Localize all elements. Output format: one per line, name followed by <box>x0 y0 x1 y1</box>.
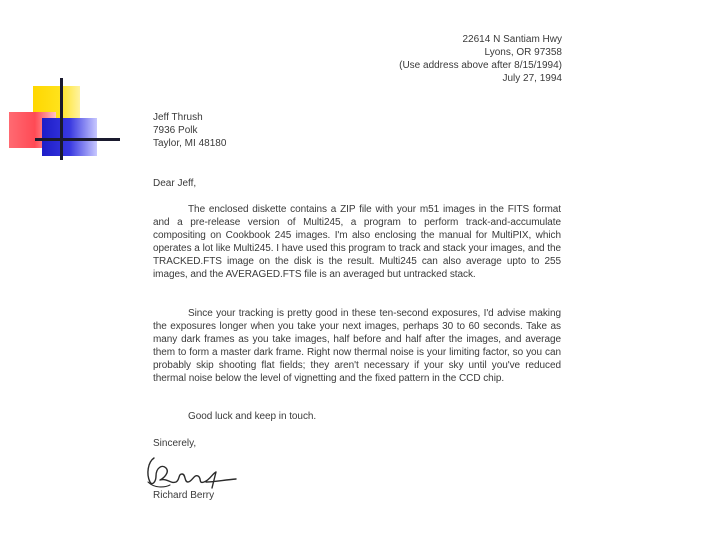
handwritten-signature <box>140 452 240 492</box>
sender-street: 22614 N Santiam Hwy <box>462 34 562 45</box>
letter-date: July 27, 1994 <box>502 73 562 84</box>
recipient-city: Taylor, MI 48180 <box>153 138 227 149</box>
recipient-street: 7936 Polk <box>153 125 198 136</box>
recipient-name: Jeff Thrush <box>153 112 203 123</box>
recipient-address <box>153 111 226 150</box>
salutation: Dear Jeff, <box>153 178 197 189</box>
body-paragraph-2: Since your tracking is pretty good in these ten-second exposures, I'd advise making the exposures longer when you take your next images, perhaps 30 to 60 seconds. Take as many dark frames as you take images, half before and half after the images, and average them to form a master dark frame. Right now thermal noise is your limiting factor, so you can probably skip shooting flat fields; they aren't necessary if your sky until you've reduced thermal noise below the level of vignetting and the fixed pattern in the CCD chip. <box>153 308 561 384</box>
closing: Sincerely, <box>153 438 197 449</box>
signer-name: Richard Berry <box>153 490 215 501</box>
sender-address <box>370 33 562 85</box>
body-paragraph-3: Good luck and keep in touch. <box>188 411 317 422</box>
body-paragraph-1: The enclosed diskette contains a ZIP file with your m51 images in the FITS format and a pre-release version of Multi245, a program to perform track-and-accumulate compositing on Cookbook 245 images. I'm also enclosing the manual for MultiPIX, which operates a lot like Multi245. I have used this program to track and stack your images, and the TRACKED.FTS image on the disk is the result. Multi245 can also average upto to 255 images, and the AVERAGED.FTS file is an averaged but untracked stack. <box>153 204 561 280</box>
sender-note: (Use address above after 8/15/1994) <box>399 60 562 71</box>
sender-city: Lyons, OR 97358 <box>484 47 562 58</box>
